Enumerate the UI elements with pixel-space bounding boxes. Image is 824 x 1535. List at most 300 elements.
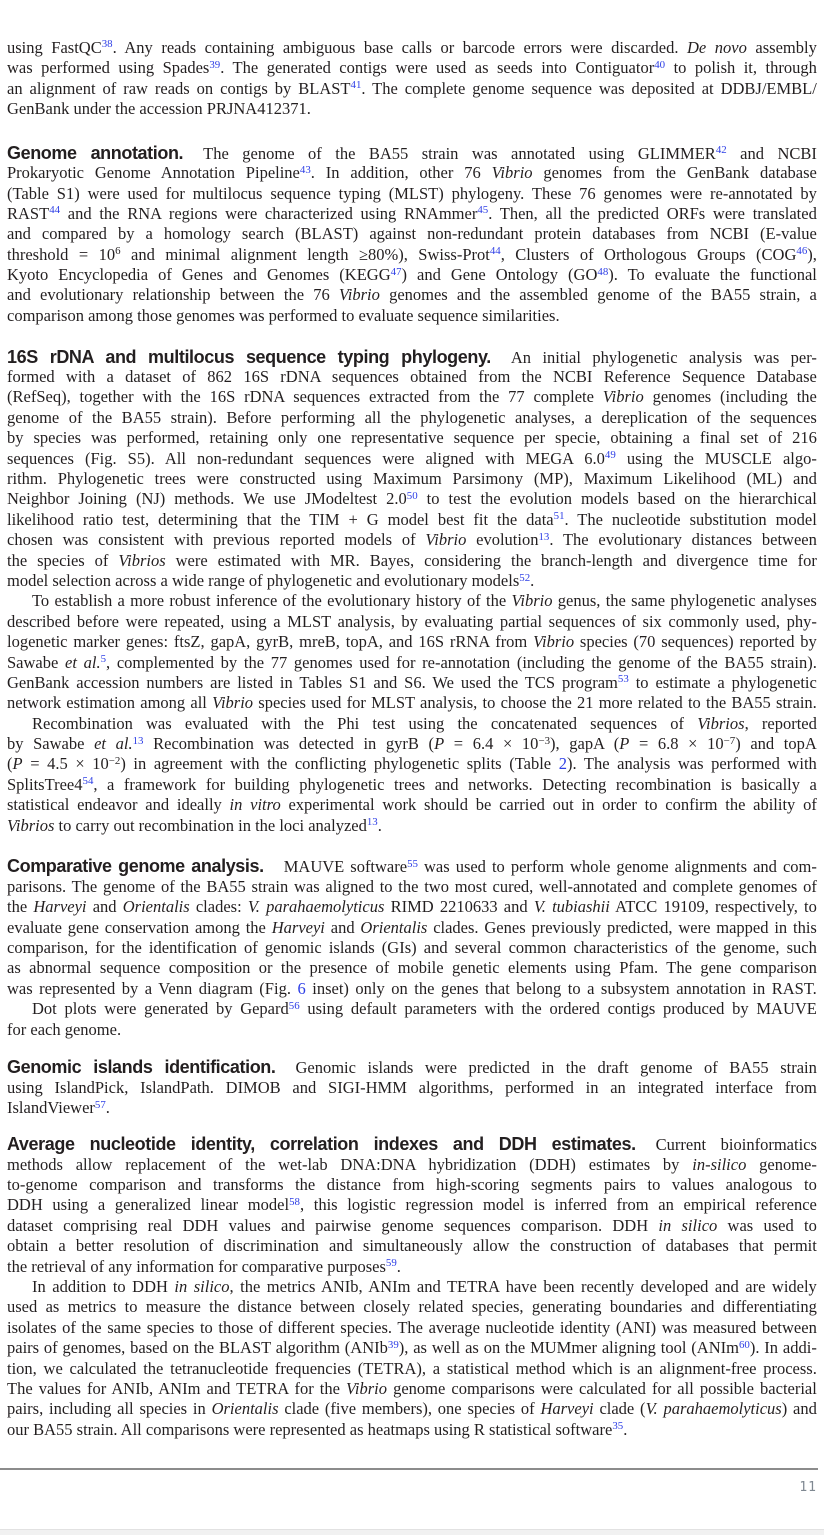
text-run: Sawabe [7, 652, 66, 672]
text-run: using default parameters with the ordered contigs produced by MAUVE [299, 999, 817, 1019]
text-line [7, 632, 817, 652]
text-line [7, 754, 817, 774]
footer-divider [0, 1468, 818, 1470]
text-run: dataset comprising real DDH values and pairwise genome sequences comparison. DDH [7, 1215, 659, 1235]
text-run: Genomic islands were predicted in the draft genome of BA55 strain [295, 1058, 817, 1078]
text-run: (RefSeq), together with the 16S rDNA sequences extracted from the 77 complete [7, 387, 603, 407]
text-run: SplitsTree4 [7, 774, 83, 794]
text-line [7, 99, 817, 119]
text-run: isolates of the same species to those of different species. The average nucleotide identity (ANI) was measured between [7, 1317, 817, 1337]
text-run: and [324, 917, 361, 937]
italic-text: P [12, 754, 23, 774]
text-line-content [7, 1257, 401, 1277]
paragraph [7, 591, 817, 713]
text-run: tion, we calculated the tetranucleotide frequencies (TETRA), a statistical method which is an alignment-free process. [7, 1358, 817, 1378]
text-line-content [7, 143, 817, 164]
text-run: IslandViewer [7, 1098, 95, 1118]
italic-text: V. parahaemolyticus [645, 1399, 782, 1419]
text-run: , reported [744, 713, 817, 733]
text-line [7, 714, 817, 734]
text-line-content [7, 1216, 817, 1236]
paragraph [7, 143, 817, 327]
text-line [7, 1236, 817, 1256]
citation-link[interactable]: 5 [100, 653, 107, 666]
text-run: An initial phylogenetic analysis was per- [510, 347, 817, 367]
page-bottom-edge [0, 1529, 824, 1535]
text-run: inset) only on the genes that belong to a subsystem annotation in RAST. [305, 978, 817, 998]
text-line [7, 469, 817, 489]
text-run: . Any reads containing ambiguous base calls or barcode errors were discarded. [112, 37, 688, 57]
citation-link[interactable]: 45 [477, 204, 489, 217]
italic-text: Orientalis [122, 897, 190, 917]
citation-link[interactable]: 56 [288, 999, 300, 1012]
text-run: MAUVE software [283, 857, 408, 877]
text-run: to polish it, through [665, 58, 817, 78]
section [7, 347, 817, 836]
text-line-content [7, 1359, 817, 1379]
text-run: Prokaryotic Genome Annotation Pipeline [7, 163, 300, 183]
text-run: model selection across a wide range of phylogenetic and evolutionary models [7, 570, 520, 590]
text-run: clades: [189, 897, 248, 917]
paragraph [7, 856, 817, 999]
section-heading: Comparative genome analysis. [7, 856, 264, 877]
italic-text: in vitro [229, 795, 281, 815]
text-line-content [7, 1020, 121, 1040]
text-line [7, 1379, 817, 1399]
text-line-content [7, 734, 817, 754]
text-run: clade ( [593, 1399, 646, 1419]
text-line-content [7, 979, 817, 999]
text-run: . The generated contigs were used as seeds into Contiguator [220, 58, 655, 78]
citation-link[interactable]: 39 [387, 1338, 399, 1351]
text-run: species (70 sequences) reported by [574, 632, 817, 652]
text-run: was represented by a Venn diagram (Fig. [7, 978, 298, 998]
text-run: ATCC 19109, respectively, to [609, 897, 817, 917]
text-run: parisons. The genome of the BA55 strain was aligned to the two most cured, well-annotated and complete genomes of [7, 876, 817, 896]
text-run: , Clusters of Orthologous Groups (COG [500, 244, 797, 264]
text-run: experimental work should be carried out in order to confirm the ability of [280, 795, 817, 815]
text-run: as abnormal sequence composition or the presence of mobile genetic elements using Pfam. The gene comparison [7, 958, 817, 978]
citation-link[interactable]: 53 [617, 673, 629, 686]
text-line [7, 347, 817, 367]
text-run: and compared by a homology search (BLAST) against non-redundant protein databases from NCBI (E-value [7, 224, 817, 244]
text-run: Kyoto Encyclopedia of Genes and Genomes (KEGG [7, 265, 391, 285]
text-run: genome comparisons were calculated for all possible bacterial [386, 1378, 817, 1398]
text-run: The genome of the BA55 strain was annotated using GLIMMER [203, 143, 716, 163]
text-line-content [7, 245, 817, 265]
italic-text: Orientalis [211, 1399, 279, 1419]
text-line-content [7, 347, 817, 368]
italic-text: V. parahaemolyticus [247, 897, 385, 917]
text-line-content [7, 897, 817, 917]
text-line-content [7, 1175, 817, 1195]
italic-text: Vibrio [338, 285, 380, 305]
text-line [7, 918, 817, 938]
italic-text: Harveyi [540, 1399, 594, 1419]
text-run: The values for ANIb, ANIm and TETRA for the [7, 1378, 347, 1398]
text-run: ). The analysis was performed with [566, 754, 817, 774]
text-line [7, 285, 817, 305]
text-line [7, 979, 817, 999]
citation-link[interactable]: 13 [538, 530, 550, 543]
citation-link[interactable]: 39 [209, 58, 221, 71]
text-line [7, 79, 817, 99]
text-line [7, 1216, 817, 1236]
section-heading: 16S rDNA and multilocus sequence typing phylogeny. [7, 346, 491, 367]
italic-text: De novo [687, 37, 747, 57]
text-run: was used to perform whole genome alignments and com- [417, 857, 817, 877]
text-run: and the RNA regions were characterized using RNAmmer [60, 203, 478, 223]
section [7, 38, 817, 120]
text-line [7, 1399, 817, 1419]
text-line [7, 1057, 817, 1077]
italic-text: V. tubiashii [533, 897, 610, 917]
text-line [7, 938, 817, 958]
citation-link[interactable]: 38 [101, 38, 113, 51]
text-line-content [7, 938, 817, 958]
text-line [7, 1175, 817, 1195]
text-line-content [7, 184, 817, 204]
text-run: to test the evolution models based on the hierarchical [417, 489, 817, 509]
text-run: rithm. Phylogenetic trees were constructed using Maximum Parsimony (MP), Maximum Likelihood (ML) and [7, 469, 817, 488]
text-line [7, 38, 817, 58]
text-run: In addition to DDH [32, 1277, 175, 1297]
text-run: Neighbor Joining (NJ) methods. We use JModeltest 2.0 [7, 489, 407, 509]
italic-text: Harveyi [33, 897, 87, 917]
citation-link[interactable]: 44 [489, 245, 501, 258]
text-run: described before were repeated, using a MLST analysis, by evaluating partial sequences of six commonly used, phy- [7, 611, 817, 631]
text-run: using FastQC [7, 37, 102, 57]
text-line [7, 245, 817, 265]
citation-link[interactable]: 50 [406, 489, 418, 502]
text-line-content [7, 163, 817, 183]
text-line [7, 1359, 817, 1379]
section-heading: Genome annotation. [7, 142, 184, 163]
italic-text: Vibrio [346, 1378, 387, 1398]
text-run: genome- [746, 1154, 817, 1174]
citation-link[interactable]: 48 [597, 265, 609, 278]
text-run: . In addition, other 76 [310, 163, 492, 183]
text-run: using IslandPick, IslandPath. DIMOB and SIGI-HMM algorithms, performed in an integrated interface from [7, 1077, 817, 1097]
text-run: . Then, all the predicted ORFs were translated [488, 203, 817, 223]
italic-text: Vibrio [533, 632, 575, 652]
italic-text: Orientalis [360, 917, 428, 937]
italic-text: Vibrio [425, 530, 467, 550]
text-run: . [105, 1098, 110, 1118]
text-run: to-genome comparison and transforms the distance from high-scoring segments pairs to values analogous to [7, 1175, 817, 1195]
text-line [7, 408, 817, 428]
page-number: 11 [799, 1480, 817, 1495]
text-run: . [396, 1256, 401, 1276]
text-run: genomes (including the [643, 387, 817, 407]
cross-reference-link[interactable]: 2 [558, 754, 567, 774]
text-line-content [7, 428, 817, 448]
text-run: ) and [781, 1399, 817, 1419]
text-line [7, 673, 817, 693]
text-line [7, 734, 817, 754]
text-line [7, 510, 817, 530]
text-line-content [7, 1236, 817, 1256]
text-line-content [7, 1078, 817, 1098]
italic-text: P [619, 734, 630, 754]
cross-reference-link[interactable]: 6 [297, 978, 306, 998]
text-line [7, 163, 817, 183]
text-run: to carry out recombination in the loci analyzed [54, 815, 367, 835]
text-line-content [32, 999, 817, 1019]
section [7, 1057, 817, 1118]
text-run: pairs, including all species in [7, 1399, 212, 1419]
text-line [7, 1134, 817, 1154]
text-run: assembly [746, 37, 817, 57]
text-line [7, 1257, 817, 1277]
text-run: . The evolutionary distances between [549, 530, 817, 550]
italic-text: et al. [65, 652, 101, 672]
text-run: were estimated with MR. Bayes, considering the branch-length and divergence time for [165, 550, 817, 570]
text-line-content [7, 612, 817, 632]
text-line-content [7, 99, 311, 119]
text-line-content [7, 632, 817, 652]
text-run: GenBank accession numbers are listed in Tables S1 and S6. We used the TCS program [7, 672, 618, 692]
text-run: genus, the same phylogenetic analyses [552, 591, 817, 611]
text-run: ). In addi- [749, 1338, 817, 1358]
text-line [7, 612, 817, 632]
text-line-content [7, 1318, 817, 1338]
text-line-content [7, 1155, 817, 1175]
text-line-content [7, 816, 382, 836]
text-line-content [7, 489, 817, 509]
text-run: to estimate a phylogenetic [628, 672, 817, 692]
text-run: Recombination was evaluated with the Phi test using the concatenated sequences of [32, 713, 698, 733]
text-run: chosen was consistent with previous reported models of [7, 530, 426, 550]
text-line [7, 551, 817, 571]
text-line [7, 1338, 817, 1358]
text-line-content [7, 530, 817, 550]
text-line [7, 58, 817, 78]
text-run: comparison among those genomes was performed to evaluate sequence similarities. [7, 305, 560, 325]
text-run: , a framework for building phylogenetic trees and networks. Detecting recombination is basically a [93, 774, 817, 794]
paragraph [7, 1057, 817, 1118]
text-line-content [7, 918, 817, 938]
text-line-content [7, 877, 817, 897]
text-run: the retrieval of any information for comparative purposes [7, 1256, 386, 1276]
italic-text: Vibrios [7, 815, 55, 835]
italic-text: P [434, 734, 445, 754]
citation-link[interactable]: 42 [715, 144, 727, 157]
text-line [7, 204, 817, 224]
citation-link[interactable]: 58 [289, 1196, 300, 1209]
citation-link[interactable]: 59 [385, 1257, 397, 1270]
paragraph [7, 1277, 817, 1440]
text-line-content [7, 387, 817, 407]
citation-link[interactable]: 49 [604, 449, 616, 462]
text-run: . [377, 815, 382, 835]
text-run: = 6.4 × 10 [444, 734, 539, 754]
superscript: −7 [723, 734, 736, 747]
italic-text: Harveyi [271, 917, 325, 937]
text-line-content [7, 958, 817, 978]
text-run: ), [807, 244, 817, 264]
text-line-content [7, 58, 817, 78]
text-run: (Table S1) were used for multilocus sequence typing (MLST) phylogeny. These 76 genomes were re-annotated by [7, 183, 817, 203]
text-run: sequences (Fig. S5). All non-redundant sequences were aligned with MEGA 6.0 [7, 448, 605, 468]
text-run: . The complete genome sequence was deposited at DDBJ/EMBL/ [361, 78, 817, 98]
text-run: statistical endeavor and ideally [7, 795, 230, 815]
text-run: Current bioinformatics [655, 1135, 817, 1155]
text-run: logenetic marker genes: ftsZ, gapA, gyrB, mreB, topA, and 16S rRNA from [7, 632, 534, 652]
italic-text: Vibrios [118, 550, 166, 570]
text-run: RAST [7, 203, 50, 223]
text-run: genome of the BA55 strain). Before performing all the phylogenetic analyses, a dereplication of the sequences [7, 407, 817, 427]
text-run: evaluate gene conservation among the [7, 917, 272, 937]
citation-link[interactable]: 13 [366, 816, 378, 829]
text-line-content [7, 38, 817, 58]
citation-link[interactable]: 47 [390, 265, 402, 278]
text-line [7, 489, 817, 509]
citation-link[interactable]: 43 [299, 163, 311, 176]
text-line [7, 897, 817, 917]
text-run: and NCBI [726, 143, 817, 163]
text-run: by Sawabe [7, 734, 95, 754]
section-heading: Average nucleotide identity, correlation indexes and DDH estimates. [7, 1134, 636, 1155]
text-line [7, 224, 817, 244]
citation-link[interactable]: 60 [738, 1338, 750, 1351]
text-line-content [7, 693, 817, 713]
text-line-content [32, 591, 817, 611]
text-line [7, 1078, 817, 1098]
text-line [7, 816, 817, 836]
text-line [7, 306, 817, 326]
article-body [7, 38, 817, 1440]
text-run: threshold = 10 [7, 244, 116, 264]
text-line [7, 591, 817, 611]
text-line-content [7, 1134, 817, 1155]
citation-link[interactable]: 54 [82, 775, 94, 788]
text-line-content [7, 79, 817, 99]
citation-link[interactable]: 44 [49, 204, 61, 217]
italic-text: Vibrios [697, 713, 745, 733]
text-line [7, 1020, 817, 1040]
citation-link[interactable]: 41 [350, 79, 362, 92]
text-run: ( [7, 754, 13, 774]
text-line-content [7, 1379, 817, 1399]
text-line-content [7, 571, 534, 591]
text-line [7, 1195, 817, 1215]
text-run: ), as well as on the MUMmer aligning tool (ANIm [398, 1338, 739, 1358]
text-run: clade (five members), one species of [278, 1399, 541, 1419]
text-line [7, 775, 817, 795]
italic-text: in-silico [692, 1154, 747, 1174]
text-line [7, 693, 817, 713]
text-run: . [530, 570, 535, 590]
citation-link[interactable]: 35 [612, 1420, 624, 1433]
text-run: DDH using a generalized linear model [7, 1195, 290, 1215]
text-run: obtain a better resolution of discrimination and simultaneously allow the construction of databases that permit [7, 1236, 817, 1256]
text-run: To establish a more robust inference of the evolutionary history of the [32, 591, 512, 611]
text-line [7, 571, 817, 591]
text-line [7, 1277, 817, 1297]
italic-text: in silico [658, 1215, 718, 1235]
text-line-content [7, 367, 817, 387]
text-run: ) and topA [735, 734, 817, 754]
text-line-content [7, 1195, 817, 1215]
text-run: comparison, for the identification of genomic islands (GIs) and several common characteristics of the genome, such [7, 937, 817, 957]
citation-link[interactable]: 55 [407, 857, 418, 870]
citation-link[interactable]: 40 [654, 58, 666, 71]
text-run: the [7, 897, 34, 917]
text-run: formed with a dataset of 862 16S rDNA sequences obtained from the NCBI Reference Sequence Database [7, 367, 817, 387]
text-run: using the MUSCLE algo- [615, 448, 817, 468]
text-line-content [7, 469, 817, 489]
text-run: likelihood ratio test, determining that the TIM + G model best fit the data [7, 509, 554, 529]
text-line [7, 877, 817, 897]
text-line-content [7, 653, 817, 673]
text-run: Dot plots were generated by Gepard [32, 999, 289, 1019]
text-run: . The nucleotide substitution model [564, 509, 817, 529]
text-line-content [7, 1338, 817, 1358]
text-run: the species of [7, 550, 119, 570]
italic-text: in silico [174, 1277, 230, 1297]
text-line-content [7, 1399, 817, 1419]
citation-link[interactable]: 51 [553, 510, 565, 523]
text-run: ). To evaluate the functional [608, 265, 817, 285]
text-line [7, 958, 817, 978]
paragraph [7, 347, 817, 592]
text-run: . [623, 1419, 628, 1439]
text-line-content [7, 673, 817, 693]
text-line-content [7, 795, 817, 815]
text-line [7, 795, 817, 815]
text-run: GenBank under the accession PRJNA412371. [7, 98, 311, 118]
text-run: was used to [717, 1215, 817, 1235]
text-line-content [7, 1297, 817, 1317]
text-run: ) in agreement with the conflicting phylogenetic splits (Table [120, 754, 559, 774]
text-run: , complemented by the 77 genomes used for re-annotation (including the genome of the BA55 strain). [106, 652, 817, 672]
text-line-content [7, 856, 817, 877]
text-line [7, 387, 817, 407]
text-line-content [7, 1098, 110, 1118]
paragraph [7, 1134, 817, 1277]
text-line [7, 428, 817, 448]
text-run: an alignment of raw reads on contigs by BLAST [7, 78, 351, 98]
text-run: and [86, 897, 123, 917]
text-line [7, 999, 817, 1019]
text-run: , this logistic regression model is inferred from an empirical reference [299, 1195, 817, 1215]
text-run: by species was performed, retaining only one representative sequence per specie, obtaining a final set of 216 [7, 428, 817, 448]
text-line-content [7, 510, 817, 530]
superscript: −2 [108, 755, 121, 768]
paragraph [7, 714, 817, 836]
text-run: = 4.5 × 10 [22, 754, 109, 774]
text-run: network estimation among all [7, 693, 213, 713]
text-run: ), gapA ( [550, 734, 620, 754]
text-line-content [7, 265, 817, 285]
citation-link[interactable]: 52 [519, 571, 531, 584]
superscript: 6 [115, 245, 121, 258]
text-line-content [7, 551, 817, 571]
paragraph [7, 999, 817, 1040]
text-run: and evolutionary relationship between the 76 [7, 285, 339, 305]
citation-link[interactable]: 57 [94, 1098, 106, 1111]
text-line [7, 143, 817, 163]
citation-link[interactable]: 13 [132, 734, 144, 747]
section [7, 143, 817, 327]
text-run: , the metrics ANIb, ANIm and TETRA have been recently developed and are widely [229, 1277, 817, 1297]
text-line [7, 265, 817, 285]
text-line [7, 856, 817, 876]
citation-link[interactable]: 46 [796, 245, 808, 258]
text-line-content [7, 224, 817, 244]
text-line [7, 449, 817, 469]
